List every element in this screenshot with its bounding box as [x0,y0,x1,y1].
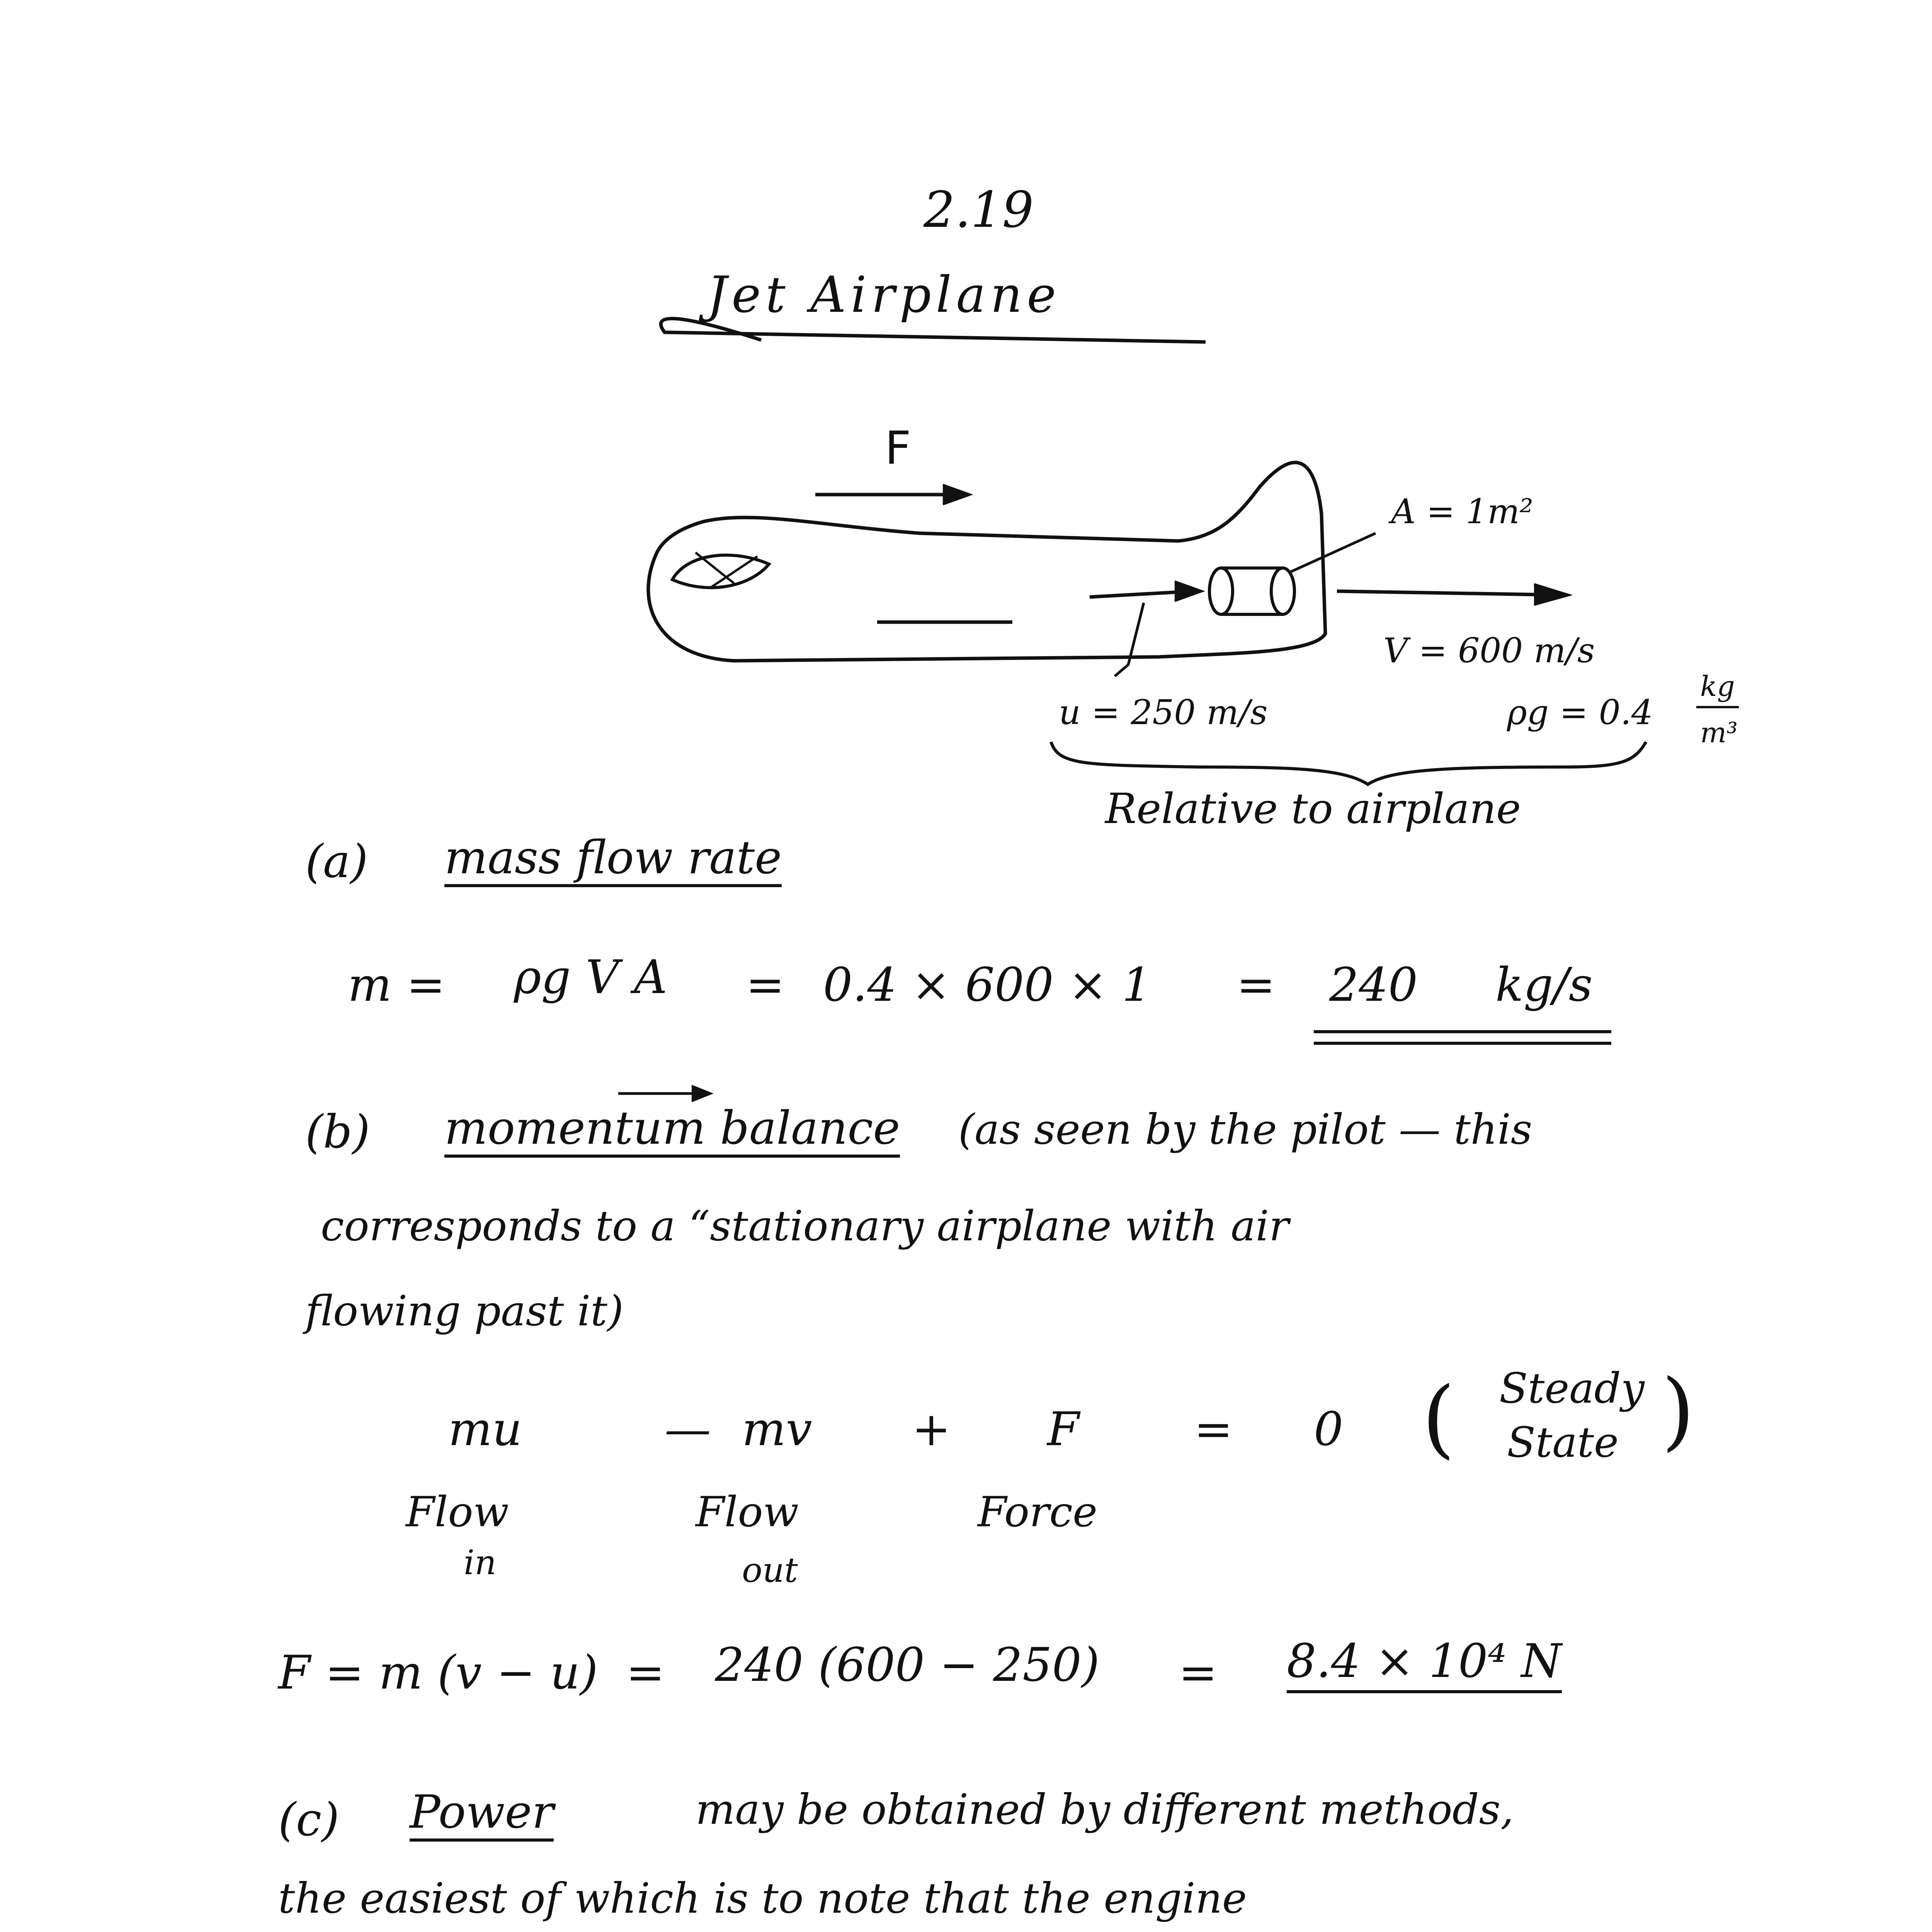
force-eq-lhs: F = m (v − u) [278,1646,598,1700]
steady-paren-open: ( [1422,1369,1455,1468]
part-b-label: (b) [305,1105,370,1158]
part-c-label: (c) [278,1793,340,1846]
force-eq-equals-2: = [1179,1646,1218,1700]
steady-note-2: State [1507,1418,1619,1467]
part-b-heading: momentum balance [444,1105,900,1158]
part-a-heading: mass flow rate [444,835,782,887]
relative-note: Relative to airplane [1105,785,1521,833]
exit-velocity-label: V = 600 m/s [1383,631,1595,670]
mass-eq-equals-2: = [1236,958,1276,1012]
density-unit-den: m³ [1700,716,1738,749]
density-unit-num: kg [1700,670,1735,702]
term-label-flow-in-1: Flow [406,1488,509,1536]
mass-eq-result: 240 [1329,958,1418,1012]
exit-velocity-arrow [1337,591,1565,595]
force-eq-result: 8.4 × 10⁴ N [1287,1638,1562,1693]
part-a-label: (a) [305,835,368,888]
balance-op-minus: — [665,1403,711,1456]
area-label: A = 1m² [1391,492,1533,531]
engine-inlet [1209,568,1233,614]
mass-eq-unit: kg/s [1495,958,1593,1012]
problem-number: 2.19 [923,181,1034,239]
force-label: F [885,421,911,474]
steady-note-1: Steady [1499,1364,1645,1413]
inlet-velocity-label: u = 250 m/s [1059,692,1268,732]
force-eq-substitution: 240 (600 − 250) [715,1638,1100,1692]
term-label-flow-in-2: in [464,1543,497,1582]
balance-term-zero: 0 [1314,1403,1344,1456]
page-title: Jet Airplane [707,266,1061,324]
mass-eq-expr: ρg V A [514,951,667,1004]
balance-term-f: F [1047,1403,1080,1456]
term-label-flow-out-2: out [742,1550,798,1590]
balance-term-mv: mv [742,1403,812,1456]
part-b-intro-3: flowing past it) [305,1287,624,1335]
force-eq-equals-1: = [626,1646,665,1700]
balance-term-mu: mu [448,1403,522,1456]
term-label-force: Force [978,1488,1098,1536]
balance-op-equals: = [1194,1403,1233,1456]
part-c-heading: Power [410,1789,554,1842]
engine-outlet [1271,568,1294,614]
part-c-line-2: the easiest of which is to note that the engine [278,1874,1247,1923]
steady-paren-close: ) [1662,1361,1695,1460]
area-leader [1291,533,1376,572]
part-b-intro-2: corresponds to a “stationary airplane with air [321,1202,1289,1250]
part-c-line-1: may be obtained by different methods, [696,1786,1514,1834]
density-label: ρg = 0.4 [1507,692,1653,732]
term-label-flow-out-1: Flow [696,1488,799,1536]
mass-eq-substitution: 0.4 × 600 × 1 [823,958,1151,1012]
part-b-intro-1: (as seen by the pilot — this [958,1105,1532,1154]
mass-eq-lhs: m = [348,958,446,1012]
u-leader [1115,603,1144,676]
mass-eq-equals-1: = [746,958,785,1012]
relative-brace [1051,742,1646,784]
balance-op-plus: + [912,1403,951,1456]
